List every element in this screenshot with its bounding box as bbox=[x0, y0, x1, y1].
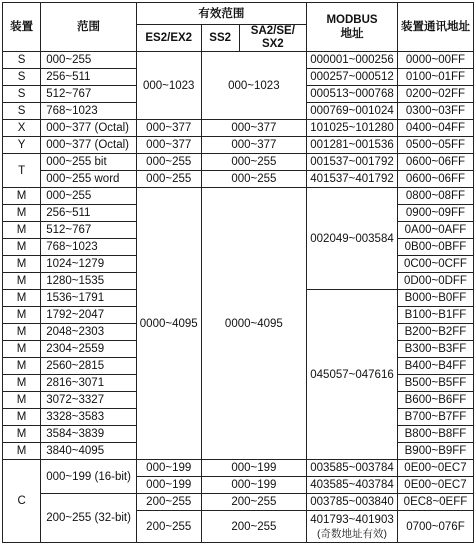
comm-addr-cell: 0200~02FF bbox=[397, 86, 473, 103]
s-valid-es2-cell: 000~1023 bbox=[136, 52, 201, 120]
header-device-comm-addr: 装置通讯地址 bbox=[397, 3, 473, 52]
device-cell: T bbox=[3, 154, 41, 188]
range-cell: 3328~3583 bbox=[41, 409, 137, 426]
range-cell: 768~1023 bbox=[41, 103, 137, 120]
modbus-cell bbox=[307, 511, 398, 543]
es2-cell: 000~199 bbox=[136, 460, 201, 477]
modbus-cell: 000769~001024 bbox=[307, 103, 398, 120]
range-cell: 1792~2047 bbox=[41, 307, 137, 324]
table-row bbox=[3, 188, 474, 205]
header-modbus: MODBUS 地址 bbox=[307, 3, 398, 52]
device-cell: M bbox=[3, 256, 41, 273]
ss2-cell: 000~377 bbox=[201, 137, 306, 154]
comm-addr-cell: 0900~09FF bbox=[397, 205, 473, 222]
range-cell: 3584~3839 bbox=[41, 426, 137, 443]
range-cell: 512~767 bbox=[41, 222, 137, 239]
m-valid-es2-cell: 0000~4095 bbox=[136, 188, 201, 460]
device-cell: M bbox=[3, 341, 41, 358]
ss2-cell: 200~255 bbox=[201, 494, 306, 511]
device-cell: M bbox=[3, 307, 41, 324]
comm-addr-cell: 0000~00FF bbox=[397, 52, 473, 69]
range-cell: 1536~1791 bbox=[41, 290, 137, 307]
device-cell: X bbox=[3, 120, 41, 137]
device-cell: M bbox=[3, 443, 41, 460]
device-cell: S bbox=[3, 86, 41, 103]
device-cell: M bbox=[3, 426, 41, 443]
s-valid-ss2-cell: 000~1023 bbox=[201, 52, 306, 120]
ss2-cell: 200~255 bbox=[201, 511, 306, 543]
ss2-cell: 000~255 bbox=[201, 171, 306, 188]
m-valid-ss2-cell: 0000~4095 bbox=[201, 188, 306, 460]
modbus-cell: 001537~001792 bbox=[307, 154, 398, 171]
comm-addr-cell: 0E00~0EC7 bbox=[397, 460, 473, 477]
modbus-cell: 003785~003840 bbox=[307, 494, 398, 511]
table-row bbox=[3, 120, 474, 137]
modbus-cell: 000513~000768 bbox=[307, 86, 398, 103]
es2-cell: 000~199 bbox=[136, 477, 201, 494]
range-cell: 000~377 (Octal) bbox=[41, 137, 137, 154]
device-cell: M bbox=[3, 273, 41, 290]
es2-cell: 000~255 bbox=[136, 171, 201, 188]
range-cell: 200~255 (32-bit) bbox=[41, 494, 137, 543]
modbus-cell: 000001~000256 bbox=[307, 52, 398, 69]
comm-addr-cell: B400~B4FF bbox=[397, 358, 473, 375]
range-cell: 3072~3327 bbox=[41, 392, 137, 409]
device-cell: S bbox=[3, 69, 41, 86]
range-cell: 000~199 (16-bit) bbox=[41, 460, 137, 494]
es2-cell: 000~377 bbox=[136, 120, 201, 137]
range-cell: 512~767 bbox=[41, 86, 137, 103]
comm-addr-cell: 0400~04FF bbox=[397, 120, 473, 137]
header-device: 装置 bbox=[3, 3, 41, 52]
modbus-cell: 403585~403784 bbox=[307, 477, 398, 494]
header-range: 范围 bbox=[41, 3, 137, 52]
comm-addr-cell: 0100~01FF bbox=[397, 69, 473, 86]
device-cell: S bbox=[3, 103, 41, 120]
range-cell: 2560~2815 bbox=[41, 358, 137, 375]
comm-addr-cell: 0C00~0CFF bbox=[397, 256, 473, 273]
comm-addr-cell: 0B00~0BFF bbox=[397, 239, 473, 256]
comm-addr-cell: B100~B1FF bbox=[397, 307, 473, 324]
es2-cell: 200~255 bbox=[136, 494, 201, 511]
modbus-value: 401793~401903 bbox=[310, 513, 394, 526]
m-modbus-b-cell: 045057~047616 bbox=[307, 290, 398, 460]
modbus-cell: 401537~401792 bbox=[307, 171, 398, 188]
range-cell: 256~511 bbox=[41, 69, 137, 86]
range-cell: 2048~2303 bbox=[41, 324, 137, 341]
ss2-cell: 000~255 bbox=[201, 154, 306, 171]
device-cell: M bbox=[3, 375, 41, 392]
comm-addr-cell: 0300~03FF bbox=[397, 103, 473, 120]
device-cell: C bbox=[3, 460, 41, 543]
header-sa2-se-sx2: SA2/SE/ SX2 bbox=[239, 25, 306, 52]
comm-addr-cell: B300~B3FF bbox=[397, 341, 473, 358]
modbus-cell: 101025~101280 bbox=[307, 120, 398, 137]
range-cell: 1280~1535 bbox=[41, 273, 137, 290]
es2-cell: 000~255 bbox=[136, 154, 201, 171]
comm-addr-cell: B600~B6FF bbox=[397, 392, 473, 409]
table-row bbox=[3, 171, 474, 188]
comm-addr-cell: B200~B2FF bbox=[397, 324, 473, 341]
table-row bbox=[3, 494, 474, 511]
comm-addr-cell: B700~B7FF bbox=[397, 409, 473, 426]
device-cell: M bbox=[3, 409, 41, 426]
header-valid-range: 有效范围 bbox=[136, 3, 306, 25]
comm-addr-cell: 0600~06FF bbox=[397, 154, 473, 171]
comm-addr-cell: 0A00~0AFF bbox=[397, 222, 473, 239]
es2-cell: 200~255 bbox=[136, 511, 201, 543]
range-cell: 3840~4095 bbox=[41, 443, 137, 460]
comm-addr-cell: 0EC8~0EFF bbox=[397, 494, 473, 511]
comm-addr-cell: B800~B8FF bbox=[397, 426, 473, 443]
comm-addr-cell: B500~B5FF bbox=[397, 375, 473, 392]
range-cell: 256~511 bbox=[41, 205, 137, 222]
comm-addr-cell: B900~B9FF bbox=[397, 443, 473, 460]
device-cell: M bbox=[3, 239, 41, 256]
range-cell: 2816~3071 bbox=[41, 375, 137, 392]
comm-addr-cell: 0D00~0DFF bbox=[397, 273, 473, 290]
modbus-note: (奇数地址有效) bbox=[317, 527, 387, 540]
device-cell: M bbox=[3, 392, 41, 409]
header-row-1 bbox=[3, 3, 474, 25]
ss2-cell: 000~199 bbox=[201, 460, 306, 477]
comm-addr-cell: 0800~08FF bbox=[397, 188, 473, 205]
table-row bbox=[3, 460, 474, 477]
table-row bbox=[3, 52, 474, 69]
ss2-cell: 000~199 bbox=[201, 477, 306, 494]
ss2-cell: 000~377 bbox=[201, 120, 306, 137]
device-cell: M bbox=[3, 188, 41, 205]
device-address-table-container bbox=[2, 2, 474, 543]
range-cell: 1024~1279 bbox=[41, 256, 137, 273]
device-cell: M bbox=[3, 222, 41, 239]
modbus-cell: 003585~003784 bbox=[307, 460, 398, 477]
es2-cell: 000~377 bbox=[136, 137, 201, 154]
range-cell: 000~255 bit bbox=[41, 154, 137, 171]
comm-addr-cell: 0700~076F bbox=[397, 511, 473, 543]
device-cell: M bbox=[3, 358, 41, 375]
table-row bbox=[3, 137, 474, 154]
device-cell: M bbox=[3, 324, 41, 341]
comm-addr-cell: 0500~05FF bbox=[397, 137, 473, 154]
range-cell: 000~255 bbox=[41, 52, 137, 69]
device-cell: M bbox=[3, 205, 41, 222]
device-address-table bbox=[2, 2, 474, 543]
comm-addr-cell: B000~B0FF bbox=[397, 290, 473, 307]
modbus-cell: 001281~001536 bbox=[307, 137, 398, 154]
range-cell: 000~255 word bbox=[41, 171, 137, 188]
header-ss2: SS2 bbox=[201, 25, 239, 52]
m-modbus-a-cell: 002049~003584 bbox=[307, 188, 398, 290]
range-cell: 000~255 bbox=[41, 188, 137, 205]
range-cell: 768~1023 bbox=[41, 239, 137, 256]
device-cell: M bbox=[3, 290, 41, 307]
range-cell: 000~377 (Octal) bbox=[41, 120, 137, 137]
header-es2-ex2: ES2/EX2 bbox=[136, 25, 201, 52]
device-cell: Y bbox=[3, 137, 41, 154]
modbus-cell: 000257~000512 bbox=[307, 69, 398, 86]
comm-addr-cell: 0600~06FF bbox=[397, 171, 473, 188]
device-cell: S bbox=[3, 52, 41, 69]
comm-addr-cell: 0E00~0EC7 bbox=[397, 477, 473, 494]
range-cell: 2304~2559 bbox=[41, 341, 137, 358]
table-row bbox=[3, 154, 474, 171]
